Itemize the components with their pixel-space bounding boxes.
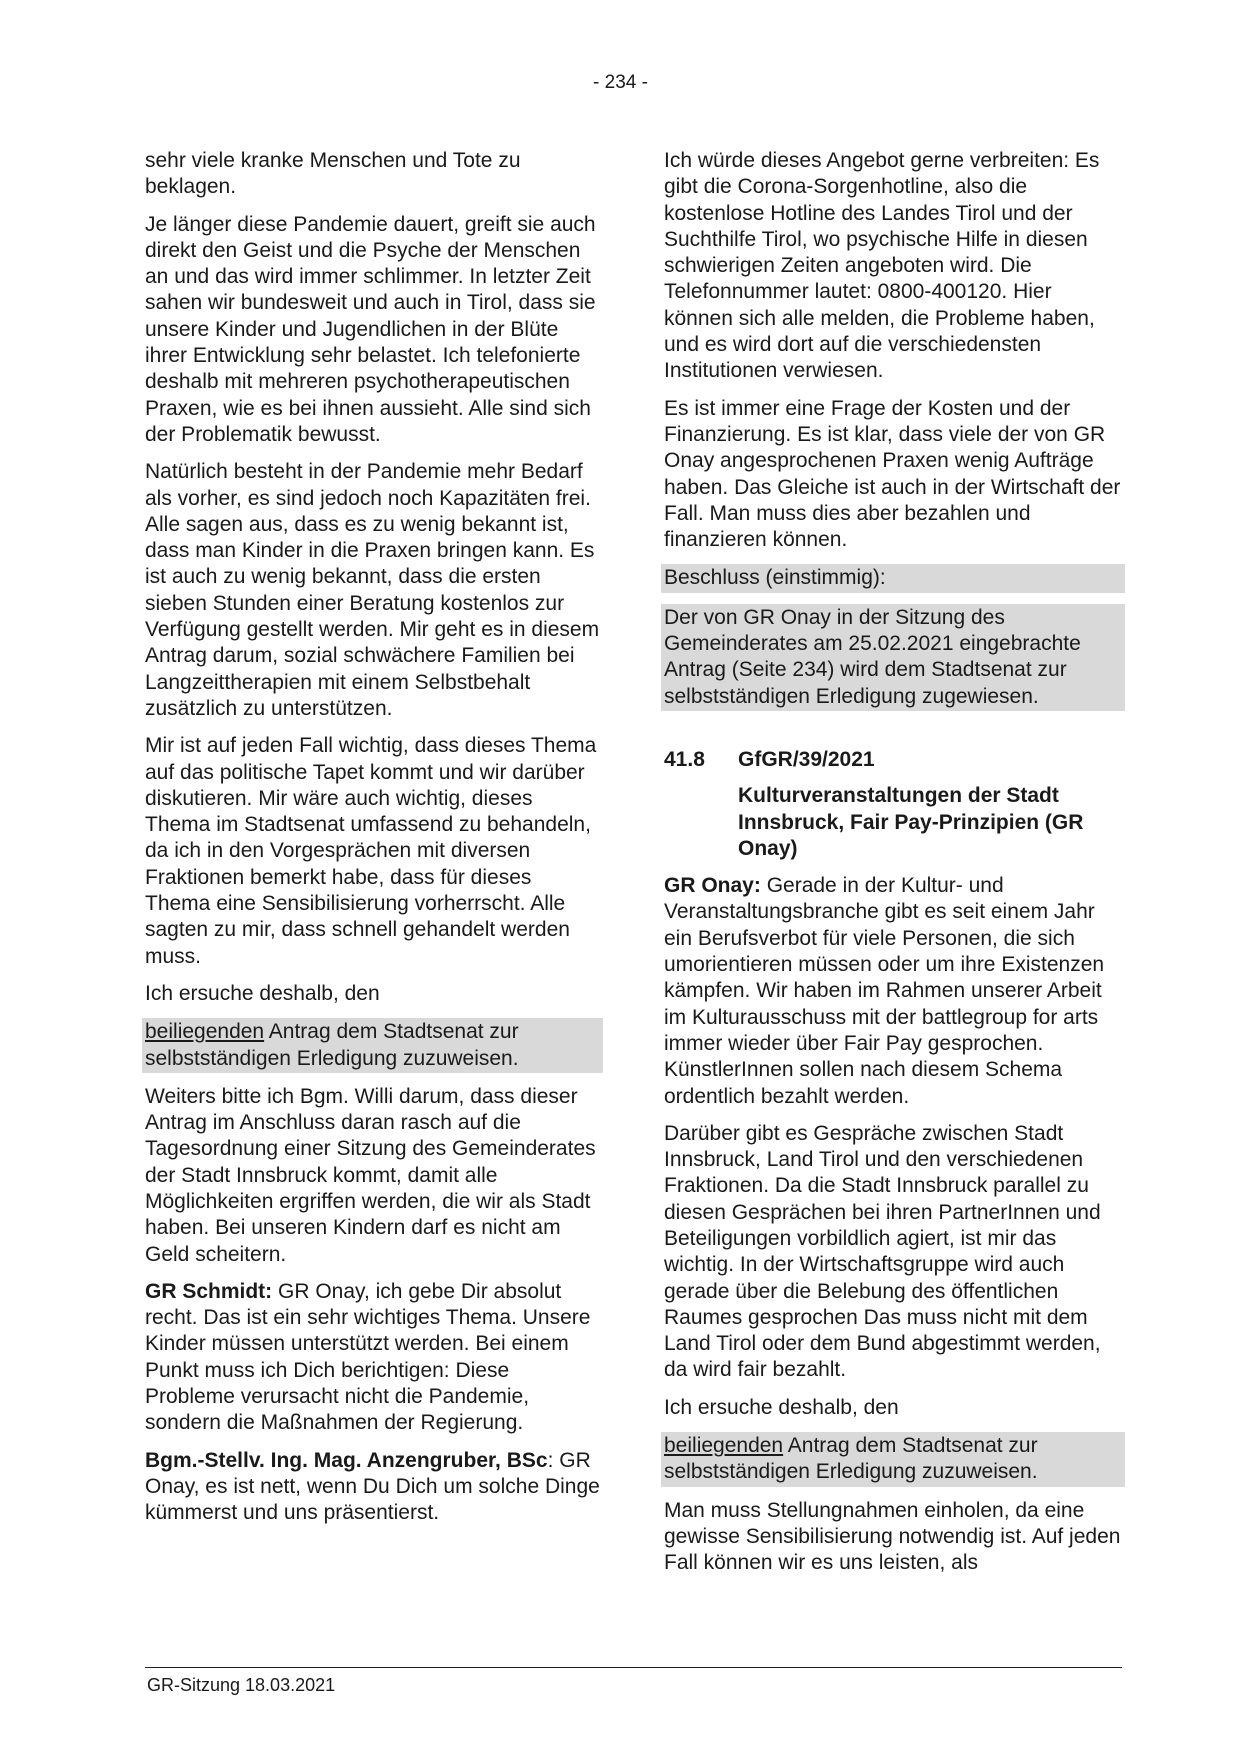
paragraph: Ich ersuche deshalb, den <box>145 981 380 1005</box>
motion-text: Antrag dem Stadtsenat zur selbstständigen Erledigung zuzuweisen. <box>664 1434 1038 1484</box>
motion-highlight <box>661 1432 1125 1487</box>
attachment-reference: beiliegenden <box>664 1434 784 1458</box>
paragraph: Ich ersuche deshalb, den <box>664 1395 899 1419</box>
paragraph: Es ist immer eine Frage der Kosten und der Finanzierung. Es ist klar, dass viele der von GR Onay angesprochenen Praxen wenig Aufträge haben. Das Gleiche ist auch in der Wirtschaft der Fall. Man muss dies aber bezahlen und finanzieren können. <box>664 396 1121 552</box>
section-heading <box>664 747 1122 773</box>
footer-divider <box>145 1667 1122 1668</box>
paragraph: Man muss Stellungnahmen einholen, da eine gewisse Sensibilisierung notwendig ist. Auf jeden Fall können wir es uns leisten, als <box>664 1498 1121 1575</box>
section-number: 41.8 <box>664 747 705 771</box>
paragraph: Ich würde dieses Angebot gerne verbreiten: Es gibt die Corona-Sorgenhotline, also die kostenlose Hotline des Landes Tirol und der Suchthilfe Tirol, wo psychische Hilfe in diesen schwierigen Zeiten angeboten wird. Die Telefonnummer lautet: 0800-400120. Hier können sich alle melden, die Probleme haben, und es wird dort auf die verschiedensten Institutionen verwiesen. <box>664 149 1100 383</box>
speaker-name: GR Schmidt: <box>145 1279 273 1303</box>
speech-paragraph <box>145 1279 600 1437</box>
motion-highlight <box>142 1018 603 1073</box>
motion-text: Antrag dem Stadtsenat zur selbstständigen Erledigung zuzuweisen. <box>145 1020 519 1070</box>
speech-paragraph <box>145 1448 600 1527</box>
speech-text: : GR Onay, es ist nett, wenn Du Dich um solche Dinge kümmerst und uns präsentierst. <box>145 1448 600 1525</box>
section-code: GfGR/39/2021 <box>738 747 875 771</box>
speech-paragraph <box>664 873 1122 1110</box>
page-number: - 234 - <box>593 72 648 93</box>
paragraph: Je länger diese Pandemie dauert, greift sie auch direkt den Geist und die Psyche der Menschen an und das wird immer schlimmer. In letzter Zeit sahen wir bundesweit und auch in Tirol, dass sie unsere Kinder und Jugendlichen in der Blüte ihrer Entwicklung sehr belastet. Ich telefonierte deshalb mit mehreren psychotherapeutischen Praxen, wie es bei ihnen aussieht. Alle sind sich der Problematik bewusst. <box>145 212 596 446</box>
left-column <box>145 148 600 1538</box>
attachment-reference: beiliegenden <box>145 1020 265 1044</box>
speaker-name: Bgm.-Stellv. Ing. Mag. Anzengruber, BSc <box>145 1448 548 1472</box>
resolution-label: Beschluss (einstimmig): <box>661 564 1125 592</box>
speech-text: GR Onay, ich gebe Dir absolut recht. Das ist ein sehr wichtiges Thema. Unsere Kinder müssen unterstützt werden. Bei einem Punkt muss ich Dich berichtigen: Diese Probleme verursacht nicht die Pandemie, sondern die Maßnahmen der Regierung. <box>145 1279 591 1435</box>
paragraph: sehr viele kranke Menschen und Tote zu beklagen. <box>145 149 521 199</box>
paragraph: Weiters bitte ich Bgm. Willi darum, dass dieser Antrag im Anschluss daran rasch auf die Tagesordnung einer Sitzung des Gemeinderates der Stadt Innsbruck kommt, damit alle Möglichkeiten ergriffen werden, die wir als Stadt haben. Bei unseren Kindern darf es nicht am Geld scheitern. <box>145 1084 596 1266</box>
right-column <box>664 148 1122 1588</box>
paragraph: Natürlich besteht in der Pandemie mehr Bedarf als vorher, es sind jedoch noch Kapazitäten frei. Alle sagen aus, dass es zu wenig bekannt ist, dass man Kinder in die Praxen bringen kann. Es ist auch zu wenig bekannt, dass die ersten sieben Stunden einer Beratung kostenlos zur Verfügung gestellt werden. Mir geht es in diesem Antrag darum, sozial schwächere Familien bei Langzeittherapien mit einem Selbstbehalt zusätzlich zu unterstützen. <box>145 460 600 720</box>
speaker-name: GR Onay: <box>664 874 761 898</box>
paragraph: Darüber gibt es Gespräche zwischen Stadt Innsbruck, Land Tirol und den verschiedenen Fraktionen. Da die Stadt Innsbruck parallel zu diesen Gesprächen bei ihren PartnerInnen und Beteiligungen vorbildlich agiert, ist mir das wichtig. In der Wirtschaftsgruppe wird auch gerade über die Belebung des öffentlichen Raumes gesprochen Das muss nicht mit dem Land Tirol oder dem Bund abgestimmt werden, da wird fair bezahlt. <box>664 1121 1101 1382</box>
paragraph: Mir ist auf jeden Fall wichtig, dass dieses Thema auf das politische Tapet kommt und wir darüber diskutieren. Mir wäre auch wichtig, dieses Thema im Stadtsenat umfassend zu behandeln, da ich in den Vorgesprächen mit diversen Fraktionen bemerkt habe, dass für dieses Thema eine Sensibilisierung vorherrscht. Alle sagten zu mir, dass schnell gehandelt werden muss. <box>145 734 597 968</box>
section-title: Kulturveranstaltungen der Stadt Innsbruck, Fair Pay-Prinzipien (GR Onay) <box>738 784 1084 860</box>
speech-text: Gerade in der Kultur- und Veranstaltungsbranche gibt es seit einem Jahr ein Berufsverbot für viele Personen, die sich umorientieren müssen oder um ihre Existenzen kämpfen. Wir haben im Rahmen unserer Arbeit im Kulturausschuss mit der battlegroup for arts immer wieder über Fair Pay gesprochen. KünstlerInnen sollen nach diesem Schema ordentlich bezahlt werden. <box>664 874 1105 1108</box>
resolution-text: Der von GR Onay in der Sitzung des Gemeinderates am 25.02.2021 eingebrachte Antrag (Seite 234) wird dem Stadtsenat zur selbstständigen Erledigung zugewiesen. <box>661 604 1125 711</box>
footer-session-date: GR-Sitzung 18.03.2021 <box>147 1675 336 1695</box>
